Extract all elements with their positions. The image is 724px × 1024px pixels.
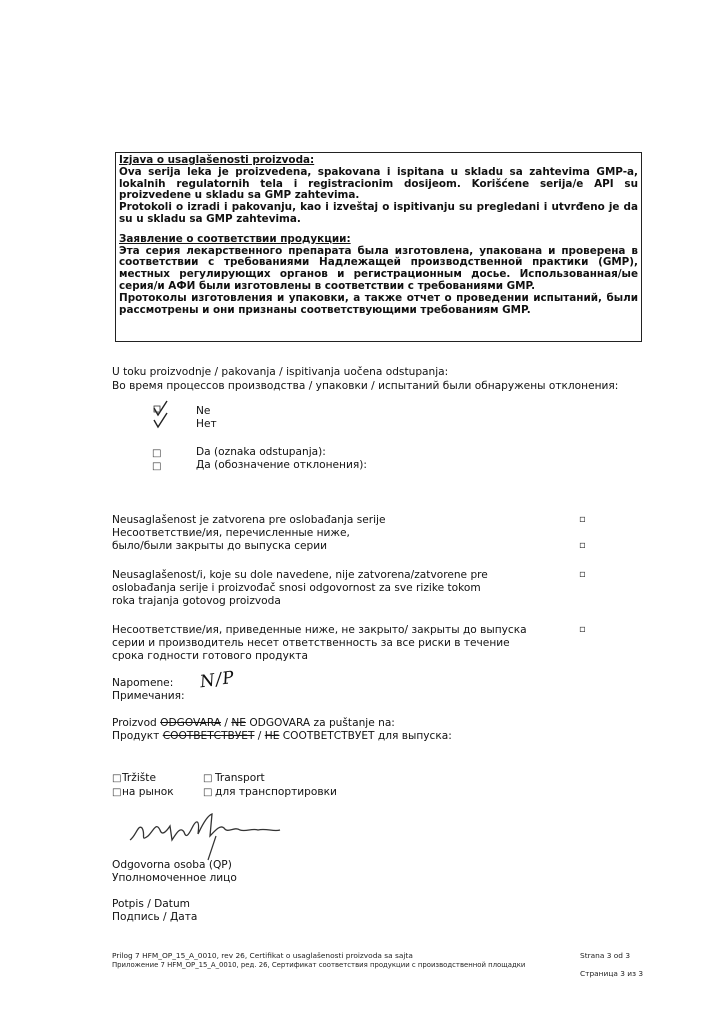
statement-text-ru-1: Эта серия лекарственного препарата была изготовлена, упакована и проверена в соответствии с требованиями Надлежащей производственной практики (GMP), местных регулирующих органов и регистрационным досье. Использованная/ые серия/и АФИ были изготовлены в соответствии с требованиями GMP. [119, 244, 638, 292]
deviations-question-sr: U toku proizvodnje / pakovanja / ispitivanja uočena odstupanja: [112, 366, 449, 378]
option-yes-ru: Да (обозначение отклонения): [196, 459, 367, 471]
nc-open-ru-2: серии и производитель несет ответственность за все риски в течение [112, 637, 510, 649]
market-checkbox-ru-icon[interactable]: □ [112, 787, 122, 798]
nc-open-sr-2: oslobađanja serije i proizvođač snosi odgovornost za sve rizike tokom [112, 582, 481, 594]
transport-label-sr: Transport [215, 772, 265, 784]
checkmark-icon [150, 398, 174, 430]
option-no-sr: Ne [196, 405, 211, 417]
transport-checkbox-icon[interactable]: □ [203, 773, 213, 784]
notes-label-ru: Примечания: [112, 690, 185, 702]
market-label-sr: Tržište [122, 772, 156, 784]
release-sr-option-2: NE [231, 717, 246, 729]
signature-label-sr: Potpis / Datum [112, 898, 190, 910]
release-statement-sr [112, 717, 395, 730]
yes-checkbox-ru-icon[interactable]: □ [152, 461, 162, 472]
footer-page-ru: Страница 3 из 3 [580, 969, 644, 978]
market-checkbox-icon[interactable]: □ [112, 773, 122, 784]
nc-open-ru-1: Несоответствие/ия, приведенные ниже, не закрыто/ закрыты до выпуска [112, 624, 527, 636]
nc-closed-sr: Neusaglašenost je zatvorena pre oslobađanja serije [112, 514, 386, 526]
nc-open-ru-checkbox-icon[interactable]: ▫ [579, 624, 586, 635]
release-sr-suffix: ODGOVARA za puštanje na: [245, 717, 395, 729]
signature-label-ru: Подпись / Дата [112, 911, 198, 923]
nc-open-sr-1: Neusaglašenost/i, koje su dole navedene, nije zatvorena/zatvorene pre [112, 569, 488, 581]
release-ru-option-2: НЕ [264, 730, 280, 742]
statement-text-ru-2: Протоколы изготовления и упаковки, а также отчет о проведении испытаний, были рассмотрены и они признаны соответствующими требованиям GMP. [119, 291, 638, 316]
transport-label-ru: для транспортировки [215, 786, 337, 798]
release-ru-prefix: Продукт [112, 730, 163, 742]
market-label-ru: на рынок [122, 786, 174, 798]
statement-text-sr-1: Ova serija leka je proizvedena, spakovana i ispitana u skladu sa zahtevima GMP-a, lokalnih regulatornih tela i registracionim dosijeom. Korišćene serija/e API su proizvedene u skladu sa GMP zahtevima. [119, 165, 638, 202]
nc-open-checkbox-icon[interactable]: ▫ [579, 569, 586, 580]
footer-line-sr: Prilog 7 HFM_OP_15_A_0010, rev 26, Certifikat o usaglašenosti proizvoda sa sajta [112, 951, 413, 960]
release-sr-prefix: Proizvod [112, 717, 161, 729]
statement-box [115, 152, 642, 342]
release-ru-suffix: СООТВЕТСТВУЕТ для выпуска: [279, 730, 452, 742]
statement-text-sr-2: Protokoli o izradi i pakovanju, kao i izveštaj o ispitivanju su pregledani i utvrđeno je da su u skladu sa GMP zahtevima. [119, 201, 638, 225]
statement-title-sr: Izjava o usaglašenosti proizvoda: [119, 154, 315, 166]
notes-label-sr: Napomene: [112, 677, 174, 689]
statement-title-ru: Заявление о соответствии продукции: [119, 232, 351, 245]
nc-closed-ru-checkbox-icon[interactable]: ▫ [579, 540, 586, 551]
signature-role-ru: Уполномоченное лицо [112, 872, 237, 884]
release-ru-option-1: СООТВЕТСТВУЕТ [162, 730, 255, 742]
footer-page-sr: Strana 3 od 3 [580, 951, 631, 960]
release-sr-separator: / [221, 717, 232, 729]
release-statement-ru [112, 730, 452, 743]
option-no-ru: Нет [196, 418, 217, 430]
nc-open-sr-3: roka trajanja gotovog proizvoda [112, 595, 281, 607]
no-checkbox[interactable] [150, 398, 174, 430]
option-yes-sr: Da (oznaka odstupanja): [196, 446, 326, 458]
release-sr-option-1: ODGOVARA [160, 717, 222, 729]
footer-line-ru: Приложение 7 HFM_OP_15_A_0010, ред. 26, Сертификат соответствия продукции с производственной площадки [112, 961, 526, 969]
nc-closed-checkbox-icon[interactable]: ▫ [579, 514, 586, 525]
nc-closed-ru-1: Несоответствие/ия, перечисленные ниже, [112, 527, 350, 539]
yes-checkbox-icon[interactable]: □ [152, 448, 162, 459]
signature-role-sr: Odgovorna osoba (QP) [112, 859, 232, 871]
transport-checkbox-ru-icon[interactable]: □ [203, 787, 213, 798]
deviations-question-ru: Во время процессов производства / упаковки / испытаний были обнаружены отклонения: [112, 380, 619, 392]
nc-closed-ru-2: было/были закрыты до выпуска серии [112, 540, 328, 552]
signature-image [128, 806, 288, 862]
nc-open-ru-3: срока годности готового продукта [112, 650, 308, 662]
release-ru-separator: / [254, 730, 265, 742]
notes-handwritten: N/P [198, 667, 237, 693]
